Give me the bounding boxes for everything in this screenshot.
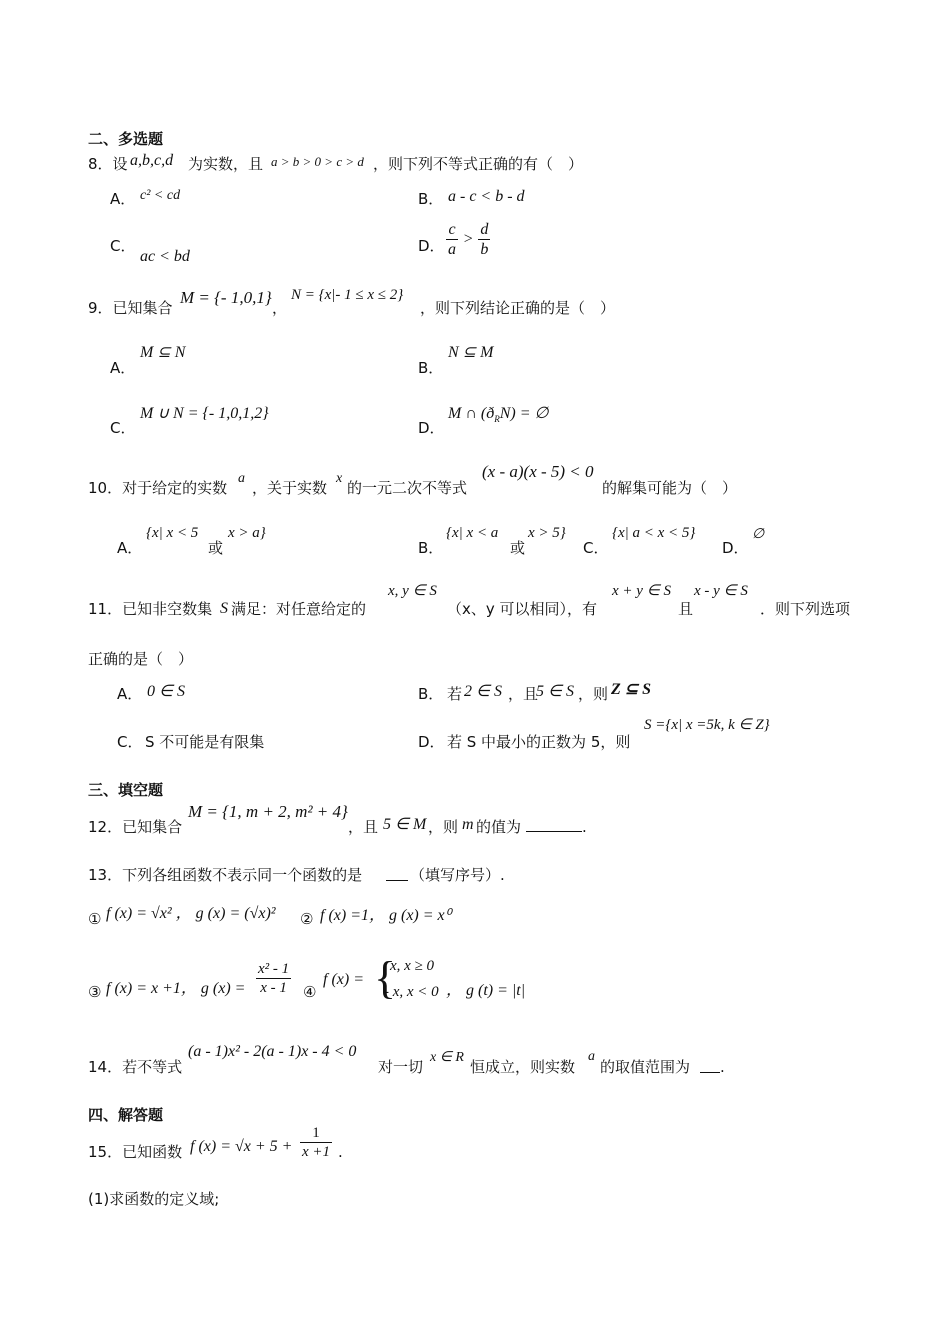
section-heading-answer: 四、解答题	[88, 1106, 164, 1124]
q8-option-c: ac < bd	[140, 248, 190, 265]
q8-option-d-label: D．	[418, 237, 445, 255]
q8-d-denominator-2: b	[480, 241, 489, 259]
q9-option-a: M ⊆ N	[140, 344, 186, 361]
q11-sum-in-s: x + y ∈ S	[612, 583, 672, 599]
q10-option-b-or: 或	[510, 539, 526, 557]
q11-option-c: S 不可能是有限集	[145, 733, 265, 751]
q13-item-3-numerator: x² - 1	[258, 961, 290, 977]
q10-option-b-label: B．	[418, 539, 444, 557]
q10-var-x: x	[336, 471, 343, 486]
q13-item-4-left: f (x) =	[323, 971, 364, 988]
q14-answer-blank[interactable]	[700, 1058, 720, 1073]
q13-item-1-index: ①	[88, 910, 102, 928]
q13-item-3-index: ③	[88, 983, 102, 1001]
q13-item-3-left: f (x) = x +1， g (x) =	[106, 980, 246, 997]
q11-option-b-cond2: 5 ∈ S	[536, 683, 574, 700]
q8-option-a: c² < cd	[140, 188, 181, 203]
q13-item-4-brace: {	[374, 952, 397, 1003]
q15-number: 15．已知函数	[88, 1143, 183, 1161]
q14-number: 14．若不等式	[88, 1058, 183, 1076]
q9-option-b-label: B．	[418, 359, 444, 377]
q15-function: f (x) = √x + 5 +	[190, 1138, 293, 1155]
q15-fraction	[300, 1124, 332, 1161]
q9-d-subscript: R	[494, 414, 500, 425]
q8-variables: a,b,c,d	[130, 152, 174, 169]
q10-var-a: a	[238, 471, 245, 486]
q14-end: .	[720, 1058, 725, 1076]
q13-item-2-index: ②	[300, 910, 314, 928]
q14-text-mid2: 恒成立，则实数	[470, 1058, 576, 1076]
q13-answer-blank[interactable]	[386, 866, 408, 881]
q10-option-b-part2: x > 5}	[528, 525, 566, 541]
q8-text-tail: ，则下列不等式正确的有（ ）	[373, 155, 584, 173]
q12-number: 12．已知集合	[88, 818, 183, 836]
q11-option-a-label: A．	[117, 685, 143, 703]
q13-item-4-case-bottom: - x, x < 0	[384, 984, 439, 1000]
section-heading-fill-blank: 三、填空题	[88, 781, 164, 799]
q14-var-a: a	[588, 1049, 595, 1064]
q11-set-s: S	[220, 600, 228, 617]
q8-condition: a > b > 0 > c > d	[271, 154, 364, 169]
q11-option-b-and: ，且	[508, 685, 539, 703]
q12-condition: 5 ∈ M	[383, 816, 427, 833]
q11-xy-in-s: x, y ∈ S	[388, 583, 437, 599]
q11-option-b-prefix: 若	[447, 685, 463, 703]
q8-d-denominator-1: a	[448, 241, 456, 259]
q8-d-numerator-2: d	[480, 221, 489, 238]
q9-option-d	[448, 404, 548, 425]
q8-option-b-label: B．	[418, 190, 444, 208]
q10-option-b-part1: {x| x < a	[446, 525, 499, 541]
q10-option-d-label: D．	[722, 539, 749, 557]
q14-condition: x ∈ R	[430, 1050, 464, 1065]
q9-option-c-label: C．	[110, 419, 136, 437]
q10-text-mid: ，关于实数	[252, 479, 328, 497]
q10-option-a-or: 或	[208, 539, 224, 557]
q9-option-a-label: A．	[110, 359, 136, 377]
q13-item-2: f (x) =1， g (x) = x⁰	[320, 907, 452, 924]
q11-option-d-label: D．	[418, 733, 445, 751]
q14-text-tail: 的取值范围为	[600, 1058, 691, 1076]
q10-number: 10．对于给定的实数	[88, 479, 228, 497]
q11-diff-in-s: x - y ∈ S	[694, 583, 748, 599]
q13-item-1: f (x) = √x² ， g (x) = (√x)²	[106, 905, 276, 922]
q10-option-d: ∅	[752, 527, 765, 542]
q9-comma: ，	[272, 299, 288, 317]
q8-number: 8．设	[88, 155, 128, 173]
q11-text-mid: 满足：对任意给定的	[231, 600, 367, 618]
q8-option-c-label: C．	[110, 237, 136, 255]
q12-end: .	[582, 818, 587, 836]
q13-text: 13．下列各组函数不表示同一个函数的是	[88, 866, 363, 884]
q12-text-mid: ，且	[348, 818, 379, 836]
q12-answer-blank[interactable]	[526, 817, 582, 832]
q13-text-tail: （填写序号）.	[410, 866, 505, 884]
q8-d-operator: >	[462, 230, 474, 248]
q9-text-tail: ，则下列结论正确的是（ ）	[420, 299, 616, 317]
q13-item-4-right: ， g (t) = |t|	[446, 982, 526, 999]
q9-number: 9．已知集合	[88, 299, 173, 317]
q10-text-mid2: 的一元二次不等式	[347, 479, 468, 497]
q11-option-b-conclusion: Z ⊆ S	[611, 681, 652, 698]
q14-text-mid: 对一切	[378, 1058, 424, 1076]
q13-item-3-fraction	[256, 960, 291, 997]
q11-option-d-text: 若 S 中最小的正数为 5，则	[447, 733, 631, 751]
q13-item-3-denominator: x - 1	[256, 978, 291, 997]
q10-option-a-label: A．	[117, 539, 143, 557]
q15-part-1: (1)求函数的定义域;	[88, 1190, 220, 1208]
q9-d-tail: N) = ∅	[499, 405, 549, 422]
q11-option-b-label: B．	[418, 685, 444, 703]
q12-text-tail: 的值为	[476, 818, 522, 836]
q9-option-d-label: D．	[418, 419, 445, 437]
q10-option-a-part2: x > a}	[228, 525, 266, 541]
q9-option-b: N ⊆ M	[448, 344, 494, 361]
q11-option-a: 0 ∈ S	[147, 683, 185, 700]
q12-var-m: m	[462, 816, 474, 833]
q15-denominator: x +1	[302, 1144, 331, 1160]
q9-option-c: M ∪ N = {- 1,0,1,2}	[140, 405, 269, 422]
q13-item-4-case-top: x, x ≥ 0	[390, 958, 435, 974]
q9-d-main: M ∩ (ð	[448, 405, 495, 422]
q11-text-tail: ．则下列选项	[760, 600, 851, 618]
q11-option-b-cond1: 2 ∈ S	[464, 683, 502, 700]
q8-option-d	[446, 220, 490, 259]
q8-d-numerator-1: c	[448, 221, 456, 238]
q11-and: 且	[678, 600, 694, 618]
q11-option-d-set: S ={x| x =5k, k ∈ Z}	[644, 717, 770, 733]
q9-set-n: N = {x|- 1 ≤ x ≤ 2}	[291, 287, 404, 303]
q8-option-a-label: A．	[110, 190, 136, 208]
q15-end: .	[338, 1143, 343, 1161]
q10-option-a-part1: {x| x < 5	[146, 525, 199, 541]
q12-text-then: ，则	[428, 818, 459, 836]
q13-item-4-index: ④	[303, 983, 317, 1001]
q15-numerator: 1	[312, 1125, 320, 1141]
q10-option-c: {x| a < x < 5}	[612, 525, 696, 541]
q10-option-c-label: C．	[583, 539, 609, 557]
q11-option-b-then: ，则	[578, 685, 609, 703]
q11-line2: 正确的是（ ）	[88, 650, 194, 668]
q10-inequality: (x - a)(x - 5) < 0	[482, 462, 594, 481]
q12-set-m: M = {1, m + 2, m² + 4}	[188, 802, 348, 821]
q11-option-c-label: C．	[117, 733, 143, 751]
q14-inequality: (a - 1)x² - 2(a - 1)x - 4 < 0	[188, 1043, 357, 1060]
q11-text-paren: （x、y 可以相同），有	[447, 600, 598, 618]
q9-set-m: M = {- 1,0,1}	[180, 288, 272, 307]
q8-option-b: a - c < b - d	[448, 188, 525, 205]
q11-number: 11．已知非空数集	[88, 600, 213, 618]
section-heading-multi-choice: 二、多选题	[88, 130, 164, 148]
q10-text-tail: 的解集可能为（ ）	[602, 479, 738, 497]
q8-text-mid: 为实数，且	[188, 155, 264, 173]
